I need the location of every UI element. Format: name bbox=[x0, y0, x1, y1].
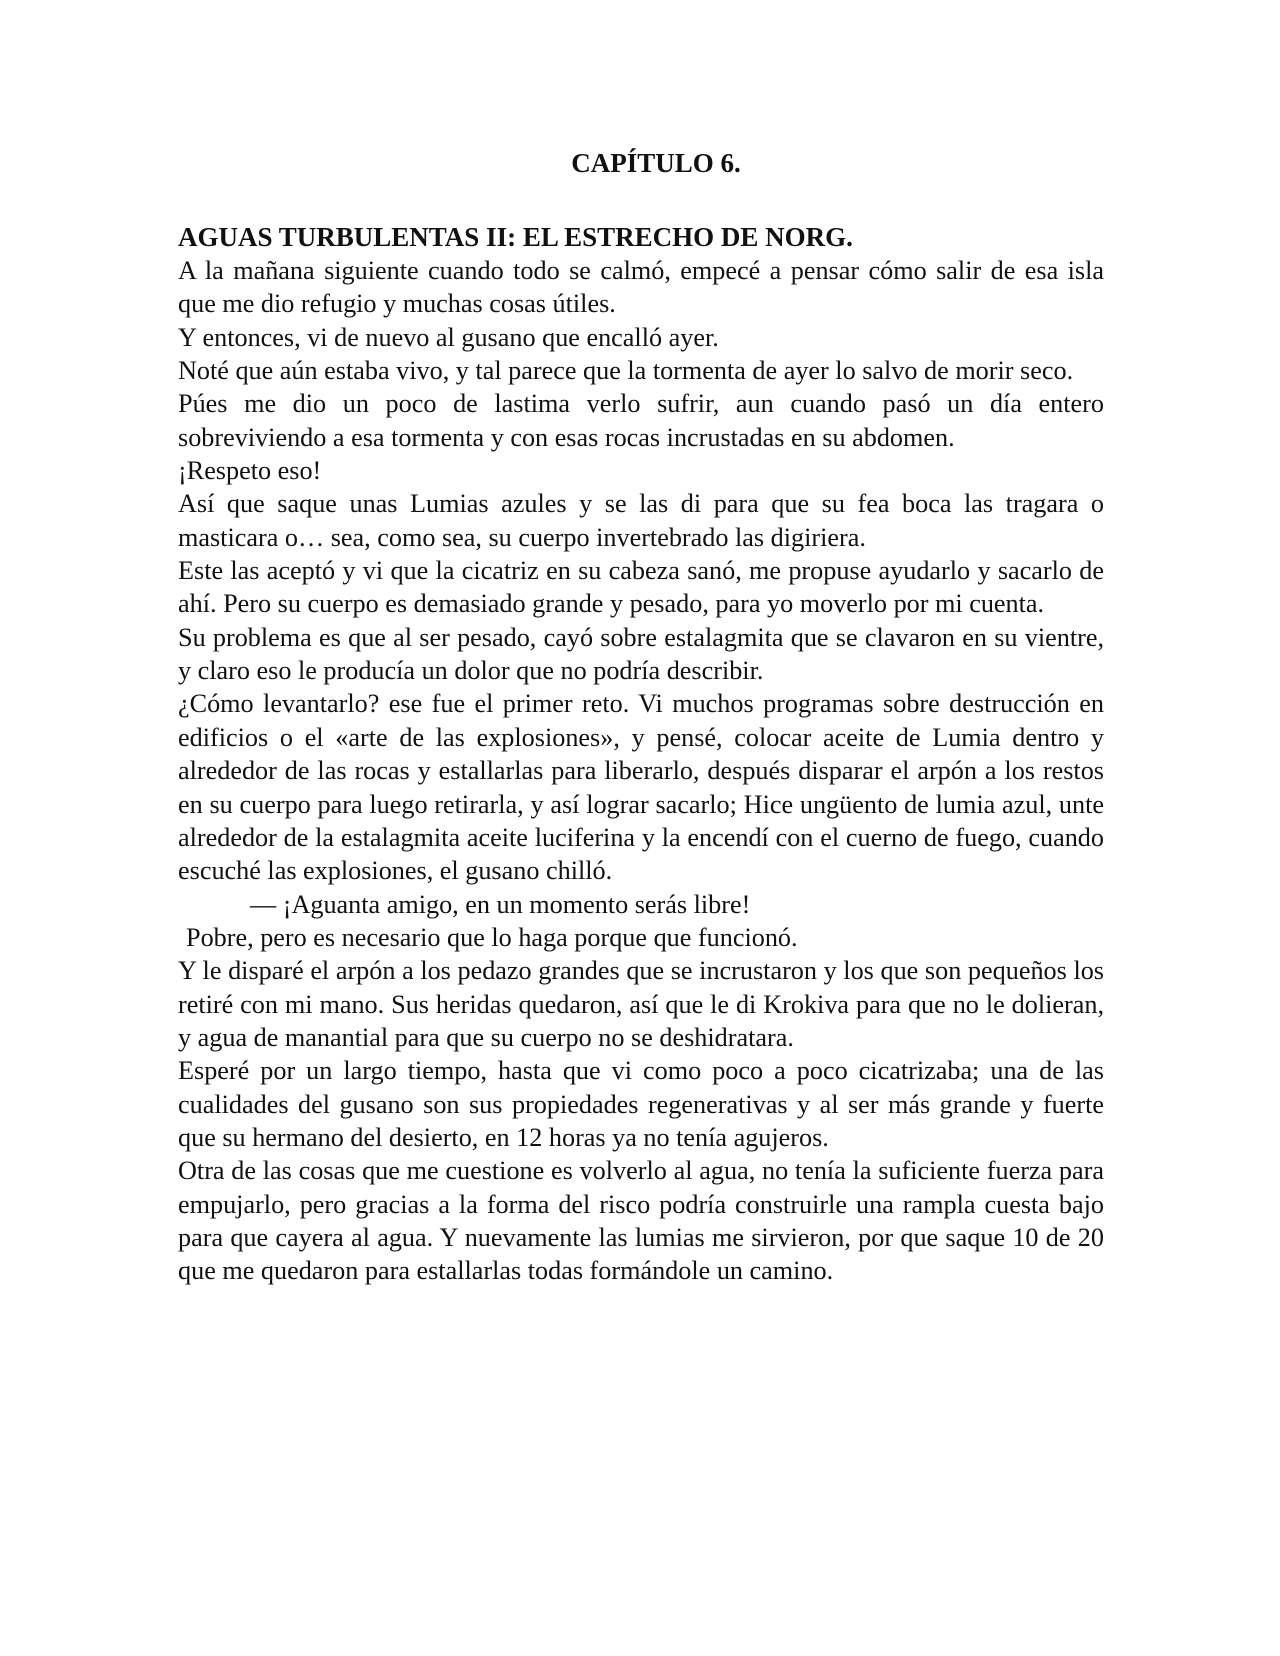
section-title: AGUAS TURBULENTAS II: EL ESTRECHO DE NORG. bbox=[178, 222, 853, 252]
paragraph: Este las aceptó y vi que la cicatriz en su cabeza sanó, me propuse ayudarlo y sacarlo de ahí. Pero su cuerpo es demasiado grande y pesado, para yo moverlo por mi cuenta. bbox=[178, 556, 1104, 619]
paragraph: Púes me dio un poco de lastima verlo sufrir, aun cuando pasó un día entero sobreviviendo a esa tormenta y con esas rocas incrustadas en su abdomen. bbox=[178, 389, 1104, 452]
paragraph: Noté que aún estaba vivo, y tal parece que la tormenta de ayer lo salvo de morir seco. bbox=[178, 356, 1074, 386]
paragraph: Y entonces, vi de nuevo al gusano que encalló ayer. bbox=[178, 322, 719, 352]
paragraph: Pobre, pero es necesario que lo haga porque que funcionó. bbox=[186, 922, 798, 952]
paragraph: ¿Cómo levantarlo? ese fue el primer reto. Vi muchos programas sobre destrucción en edificios o el «arte de las explosiones», y pensé, colocar aceite de Lumia dentro y alrededor de las rocas y estallarlas para liberarlo, después disparar el arpón a los restos en su cuerpo para luego retirarla, y así lograr sacarlo; Hice ungüento de lumia azul, unte alrededor de la estalagmita aceite luciferina y la encendí con el cuerno de fuego, cuando escuché las explosiones, el gusano chilló. bbox=[178, 689, 1104, 886]
paragraph: Esperé por un largo tiempo, hasta que vi como poco a poco cicatrizaba; una de las cualidades del gusano son sus propiedades regenerativas y al ser más grande y fuerte que su hermano del desierto, en 12 horas ya no tenía agujeros. bbox=[178, 1056, 1104, 1152]
paragraph: Su problema es que al ser pesado, cayó sobre estalagmita que se clavaron en su vientre, y claro eso le producía un dolor que no podría describir. bbox=[178, 622, 1104, 686]
paragraph: Y le disparé el arpón a los pedazo grandes que se incrustaron y los que son pequeños los retiré con mi mano. Sus heridas quedaron, así que le di Krokiva para que no le dolieran, y agua de manantial para que su cuerpo no se deshidratara. bbox=[178, 956, 1104, 1052]
chapter-title: CAPÍTULO 6. bbox=[571, 148, 741, 178]
dialogue-line: — ¡Aguanta amigo, en un momento serás libre! bbox=[250, 889, 751, 919]
paragraph: ¡Respeto eso! bbox=[178, 456, 322, 486]
paragraph: A la mañana siguiente cuando todo se calmó, empecé a pensar cómo salir de esa isla que me dio refugio y muchas cosas útiles. bbox=[178, 256, 1104, 319]
paragraph: Así que saque unas Lumias azules y se las di para que su fea boca las tragara o masticara o… sea, como sea, su cuerpo invertebrado las digiriera. bbox=[178, 489, 1104, 552]
document-page bbox=[178, 146, 1104, 1288]
paragraph: Otra de las cosas que me cuestione es volverlo al agua, no tenía la suficiente fuerza para empujarlo, pero gracias a la forma del risco podría construirle una rampla cuesta bajo para que cayera al agua. Y nuevamente las lumias me sirvieron, por que saque 10 de 20 que me quedaron para estallarlas todas formándole un camino. bbox=[178, 1156, 1104, 1286]
